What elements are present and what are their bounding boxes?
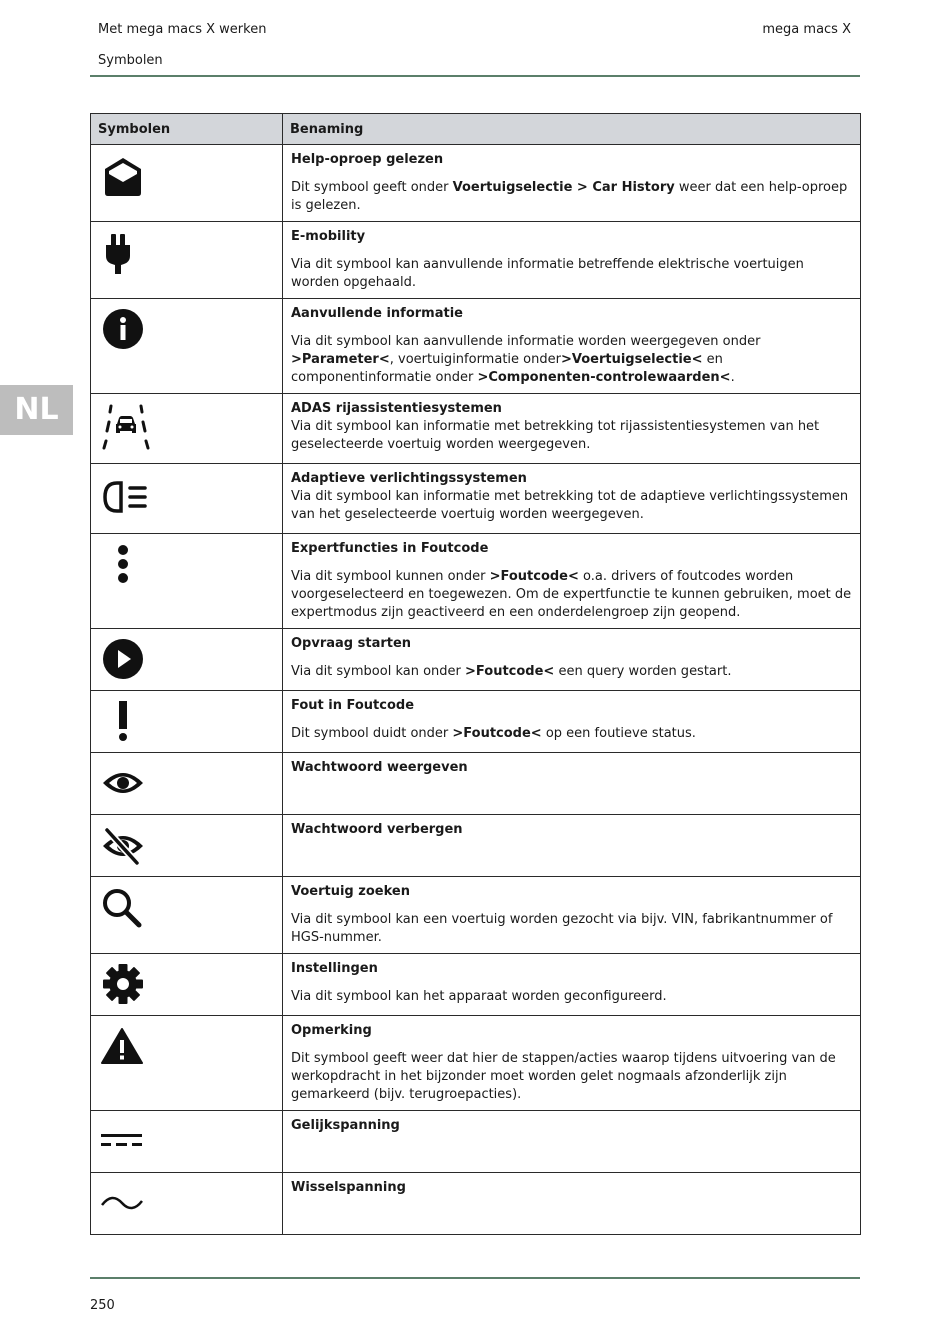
- table-row: [91, 145, 861, 222]
- column-header-name: Benaming: [283, 114, 861, 145]
- symbol-title: Aanvullende informatie: [291, 306, 463, 321]
- symbol-title: E-mobility: [291, 229, 366, 244]
- running-header-product: mega macs X: [762, 22, 851, 37]
- header-rule: [90, 75, 860, 77]
- symbol-title: Expertfuncties in Foutcode: [291, 541, 489, 556]
- table-row: [91, 629, 861, 691]
- symbol-description: Dit symbool geeft onder Voertuigselectie > Car History weer dat een help-oproep is gelezen.: [291, 180, 848, 213]
- symbol-description: Via dit symbool kan informatie met betrekking tot rijassistentiesystemen van het geselecteerde voertuig worden weergegeven.: [291, 419, 820, 452]
- symbol-title: Wachtwoord weergeven: [291, 760, 468, 775]
- search-icon: [101, 887, 145, 931]
- table-row: [91, 394, 861, 464]
- symbol-title: Fout in Foutcode: [291, 698, 415, 713]
- symbol-title: ADAS rijassistentiesystemen: [291, 401, 502, 416]
- play-circle-icon: [101, 639, 145, 683]
- symbol-title: Instellingen: [291, 961, 378, 976]
- section-title: Symbolen: [98, 53, 163, 68]
- table-row: [91, 1173, 861, 1235]
- symbol-title: Wisselspanning: [291, 1180, 406, 1195]
- column-header-symbol: Symbolen: [91, 114, 283, 145]
- exclamation-icon: [101, 701, 145, 745]
- table-row: [91, 753, 861, 815]
- symbol-description: Via dit symbool kan aanvullende informatie betreffende elektrische voertuigen worden opgehaald.: [291, 257, 804, 290]
- gear-icon: [101, 964, 145, 1008]
- symbol-description: Via dit symbool kan een voertuig worden gezocht via bijv. VIN, fabrikantnummer of HGS-nummer.: [291, 912, 833, 945]
- table-row: [91, 954, 861, 1016]
- table-header-row: [91, 114, 861, 145]
- ac-voltage-icon: [101, 1191, 145, 1215]
- symbol-description: Via dit symbool kan informatie met betrekking tot de adaptieve verlichtingssystemen van het geselecteerde voertuig worden weergegeven.: [291, 489, 849, 522]
- running-header-chapter: Met mega macs X werken: [98, 22, 267, 37]
- symbol-table: [90, 113, 861, 1235]
- symbol-description: Via dit symbool kunnen onder >Foutcode< o.a. drivers of foutcodes worden voorgeselecteerd en toegewezen. Om de expertfunctie te kunnen gebruiken, moet de expertmodus zijn geactiveerd en een onderdelengroep zijn geopend.: [291, 569, 852, 620]
- language-tab: NL: [0, 385, 73, 435]
- symbol-description: Via dit symbool kan het apparaat worden geconfigureerd.: [291, 989, 667, 1004]
- envelope-open-icon: [101, 155, 145, 199]
- warning-icon: [101, 1026, 145, 1070]
- symbol-description: Dit symbool duidt onder >Foutcode< op een foutieve status.: [291, 726, 696, 741]
- table-row: [91, 815, 861, 877]
- symbol-description: Via dit symbool kan aanvullende informatie worden weergegeven onder >Parameter<, voertuiginformatie onder>Voertuigselectie< en componentinformatie onder >Componenten-controlewaarden<.: [291, 334, 761, 385]
- table-row: [91, 299, 861, 394]
- table-row: [91, 877, 861, 954]
- eye-icon: [101, 767, 145, 803]
- table-row: [91, 691, 861, 753]
- table-row: [91, 464, 861, 534]
- page-number: 250: [90, 1298, 115, 1313]
- symbol-title: Adaptieve verlichtingssystemen: [291, 471, 527, 486]
- table-row: [91, 534, 861, 629]
- symbol-title: Gelijkspanning: [291, 1118, 400, 1133]
- info-icon: [101, 309, 145, 353]
- symbol-title: Wachtwoord verbergen: [291, 822, 463, 837]
- symbol-description: Via dit symbool kan onder >Foutcode< een query worden gestart.: [291, 664, 732, 679]
- symbol-description: Dit symbool geeft weer dat hier de stappen/acties waarop tijdens uitvoering van de werkopdracht in het bijzonder moet worden gelet nogmaals afzonderlijk zijn gemarkeerd (bijv. terugroepacties).: [291, 1051, 836, 1102]
- table-row: [91, 222, 861, 299]
- headlight-icon: [101, 478, 153, 518]
- more-vertical-icon: [101, 544, 145, 588]
- eye-off-icon: [101, 827, 145, 867]
- dc-voltage-icon: [101, 1129, 145, 1153]
- symbol-title: Help-oproep gelezen: [291, 152, 444, 167]
- symbol-title: Voertuig zoeken: [291, 884, 410, 899]
- adas-icon: [101, 404, 153, 454]
- symbol-title: Opvraag starten: [291, 636, 412, 651]
- table-row: [91, 1111, 861, 1173]
- plug-icon: [101, 232, 145, 276]
- symbol-title: Opmerking: [291, 1023, 372, 1038]
- footer-rule: [90, 1277, 860, 1279]
- table-row: [91, 1016, 861, 1111]
